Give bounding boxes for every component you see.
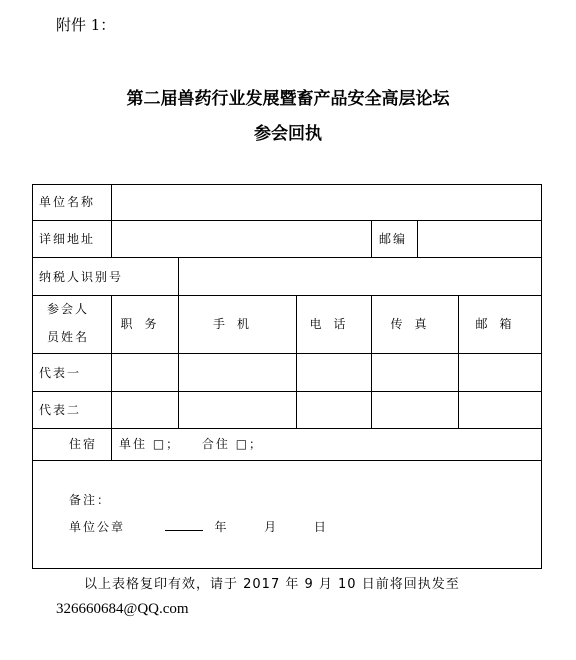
page-title: 第二届兽药行业发展暨畜产品安全高层论坛 xyxy=(126,89,450,109)
row-divider xyxy=(33,295,541,296)
contact-email: 326660684@QQ.com xyxy=(56,601,189,617)
row-divider xyxy=(33,220,541,221)
row-divider xyxy=(33,257,541,258)
col-divider xyxy=(111,185,112,257)
footer-note: 以上表格复印有效，请于 2017 年 9 月 10 日前将回执发至 xyxy=(84,577,460,592)
row-divider xyxy=(33,428,541,429)
row-divider xyxy=(33,353,541,354)
col-divider xyxy=(178,257,179,295)
shared-room-checkbox[interactable]: □； xyxy=(235,437,264,451)
unit-seal-label: 单位公章 xyxy=(69,520,126,534)
year-blank xyxy=(165,518,203,531)
page-subtitle: 参会回执 xyxy=(254,124,322,144)
attendee-name-label-line1: 参会人 xyxy=(47,302,90,316)
postcode-label: 邮编 xyxy=(379,232,408,246)
lodging-label: 住宿 xyxy=(69,437,98,451)
column-header-phone: 电话 xyxy=(309,317,358,331)
col-divider xyxy=(417,220,418,257)
unit-name-label: 单位名称 xyxy=(39,195,96,209)
single-room-label: 单住 xyxy=(119,437,148,451)
row-divider xyxy=(33,460,541,461)
tax-id-label: 纳税人识别号 xyxy=(39,270,124,284)
month-label: 月 xyxy=(264,520,279,534)
attachment-label: 附件 1： xyxy=(56,16,116,34)
address-label: 详细地址 xyxy=(39,232,96,246)
representative-1-label: 代表一 xyxy=(39,366,82,380)
column-header-email: 邮箱 xyxy=(475,317,524,331)
single-room-checkbox[interactable]: □； xyxy=(152,437,181,451)
day-label: 日 xyxy=(313,520,328,534)
registration-form-table xyxy=(32,184,542,569)
col-divider xyxy=(111,428,112,460)
column-header-fax: 传真 xyxy=(390,317,439,331)
year-label: 年 xyxy=(214,520,229,534)
seal-date-line xyxy=(69,518,328,535)
column-header-title: 职务 xyxy=(120,317,169,331)
shared-room-label: 合住 xyxy=(201,437,230,451)
remarks-label: 备注： xyxy=(69,493,112,507)
attendee-name-label-line2: 员姓名 xyxy=(47,330,90,344)
row-divider xyxy=(33,391,541,392)
col-divider xyxy=(371,220,372,257)
representative-2-label: 代表二 xyxy=(39,403,82,417)
lodging-options xyxy=(119,435,263,452)
column-header-mobile: 手机 xyxy=(212,317,261,331)
